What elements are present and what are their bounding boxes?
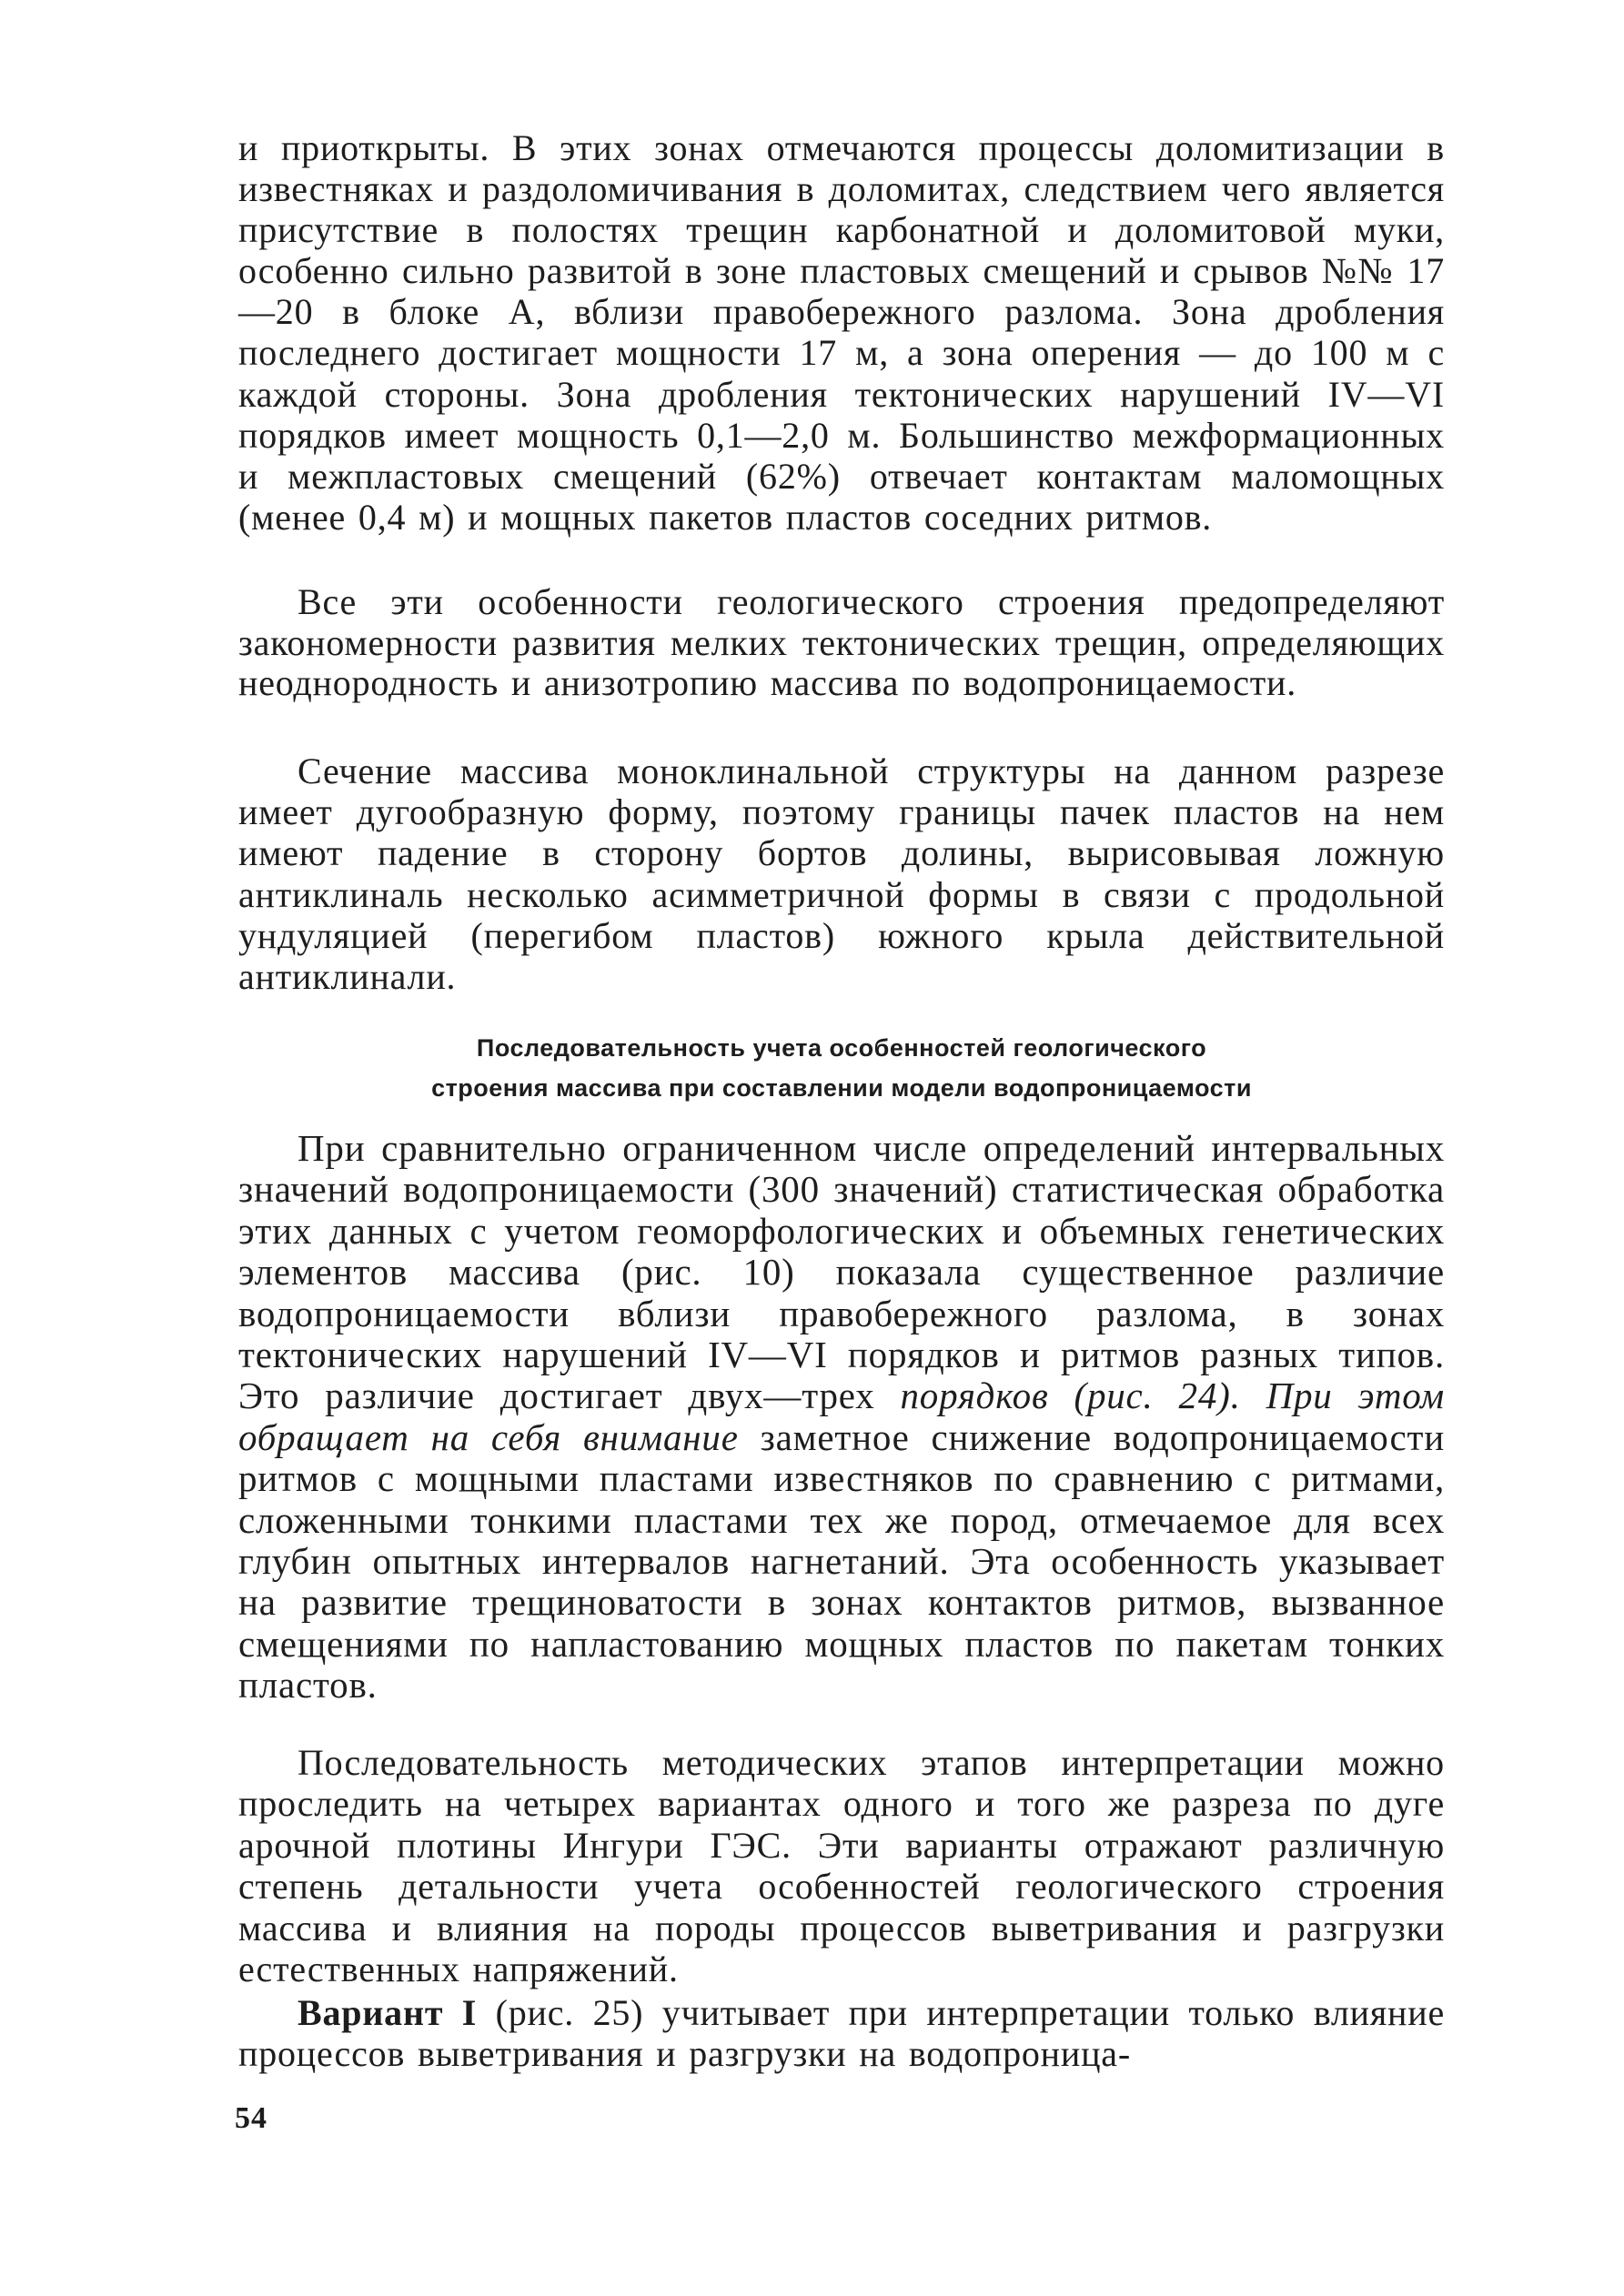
section-heading [238, 1028, 1445, 1108]
variant-label: Вариант I [298, 1992, 478, 2033]
paragraph-5: Последовательность методических этапов интерпретации можно проследить на четырех вариантах одного и того же разреза по дуге арочной плотины Ингури ГЭС. Эти варианты отражают различную степень детальности учета особенностей геологического строения массива и влияния на породы процессов выветривания и разгрузки естественных напряжений. [238, 1742, 1445, 1990]
page-number: 54 [235, 2101, 267, 2135]
section-heading-line-1: Последовательность учета особенностей геологического [476, 1034, 1207, 1062]
paragraph-6-text: (рис. 25) учитывает при интерпретации только влияние процессов выветривания и разгрузки на водопроница- [238, 1992, 1445, 2074]
paragraph-6 [238, 1992, 1445, 2074]
paragraph-4-text-b: заметное снижение водопроницаемости ритмов с мощными пластами известняков по сравнению с ритмами, сложенными тонкими пластами тех же пород, отмечаемое для всех глубин опытных интервалов нагнетаний. Эта особенность указывает на развитие трещиноватости в зонах контактов ритмов, вызванное смещениями по напластованию мощных пластов по пакетам тонких пластов. [238, 1415, 1445, 1707]
paragraph-2: Все эти особенности геологического строения предопределяют закономерности развития мелких тектонических трещин, определяющих неоднородность и анизотропию массива по водопроницаемости. [238, 581, 1445, 704]
paragraph-1: и приоткрыты. В этих зонах отмечаются процессы доломитизации в известняках и раздоломичивания в доломитах, следствием чего является присутствие в полостях трещин карбонатной и доломитовой муки, особенно сильно развитой в зоне пластовых смещений и срывов №№ 17—20 в блоке А, вблизи правобережного разлома. Зона дробления последнего достигает мощности 17 м, а зона оперения — до 100 м с каждой стороны. Зона дробления тектонических нарушений IV—VI порядков имеет мощность 0,1—2,0 м. Большинство межформационных и межпластовых смещений (62%) отвечает контактам маломощных (менее 0,4 м) и мощных пакетов пластов соседних ритмов. [238, 127, 1445, 538]
paragraph-4-text-a: При сравнительно ограниченном числе определений интервальных значений водопроницаемости (300 значений) статистическая обработка этих данных с учетом геоморфологических и объемных генетических элементов массива (рис. 10) показала существенное различие водопроницаемости вблизи правобережного разлома, в зонах тектонических нарушений IV—VI порядков и ритмов разных типов. Это различие достигает двух—трех [238, 1127, 1445, 1417]
paragraph-3: Сечение массива моноклинальной структуры на данном разрезе имеет дугообразную форму, поэтому границы пачек пластов на нем имеют падение в сторону бортов долины, вырисовывая ложную антиклиналь несколько асимметричной формы в связи с продольной ундуляцией (перегибом пластов) южного крыла действительной антиклинали. [238, 750, 1445, 998]
section-heading-line-2: строения массива при составлении модели водопроницаемости [431, 1074, 1252, 1102]
paragraph-4 [238, 1128, 1445, 1707]
paragraph-4-italic: порядков (рис. 24). При этом обращает на себя внимание [238, 1375, 1445, 1458]
